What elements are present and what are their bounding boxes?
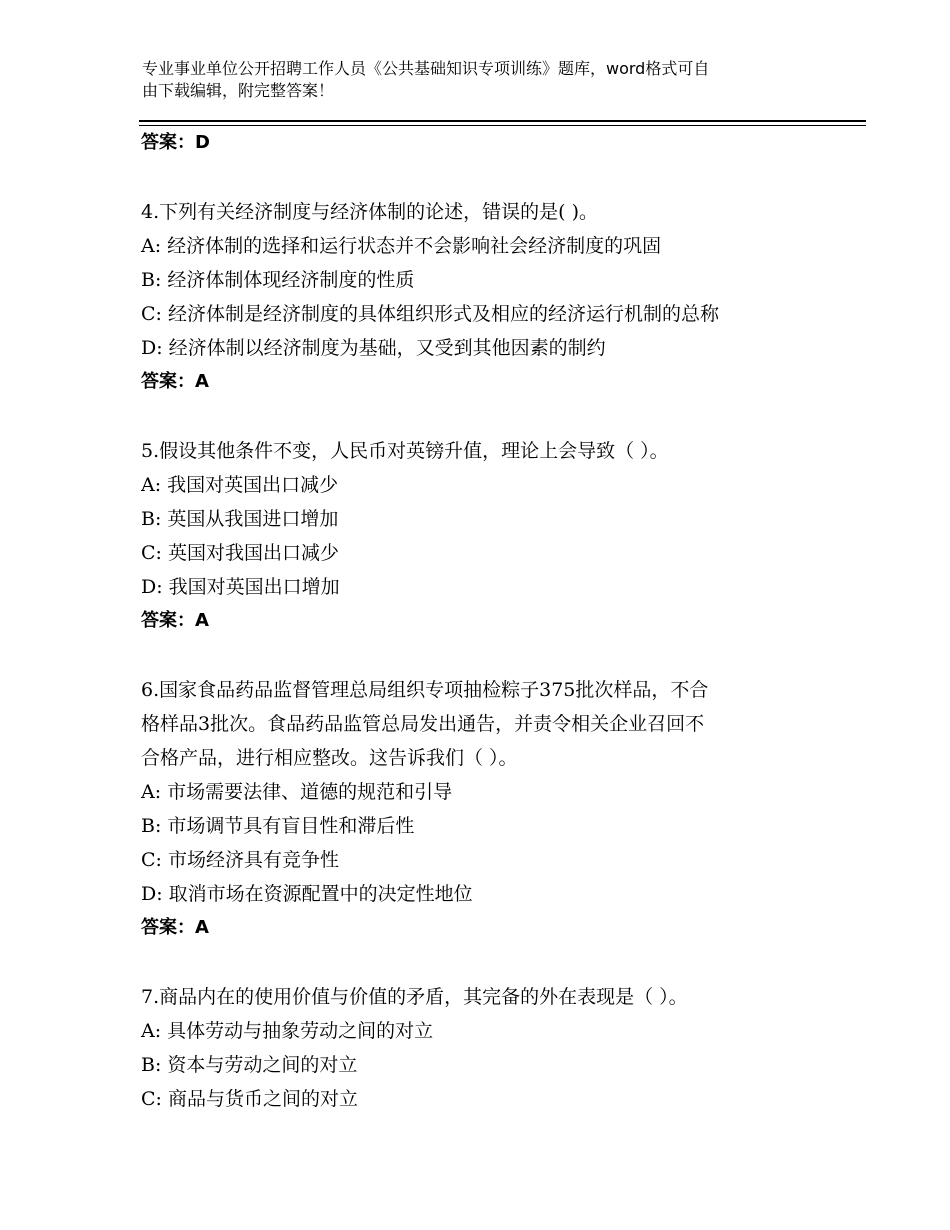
- option-d: D: 经济体制以经济制度为基础，又受到其他因素的制约: [141, 337, 606, 359]
- option-a: A: 市场需要法律、道德的规范和引导: [141, 781, 453, 803]
- option-b: B: 市场调节具有盲目性和滞后性: [141, 815, 415, 837]
- answer: 答案：A: [141, 610, 209, 631]
- question-stem: 7.商品内在的使用价值与价值的矛盾，其完备的外在表现是（ ）。: [141, 986, 688, 1008]
- option-a: A: 具体劳动与抽象劳动之间的对立: [141, 1020, 434, 1042]
- option-b: B: 经济体制体现经济制度的性质: [141, 269, 415, 291]
- question-stem: 5.假设其他条件不变，人民币对英镑升值，理论上会导致（ ）。: [141, 440, 669, 462]
- option-c: C: 经济体制是经济制度的具体组织形式及相应的经济运行机制的总称: [141, 303, 719, 325]
- header-rule-thick: [139, 120, 866, 122]
- answer-q3: 答案：D: [141, 132, 210, 153]
- option-a: A: 经济体制的选择和运行状态并不会影响社会经济制度的巩固: [141, 235, 662, 257]
- answer: 答案：A: [141, 371, 209, 392]
- question-stem: 4.下列有关经济制度与经济体制的论述，错误的是( )。: [141, 201, 598, 223]
- option-d: D: 我国对英国出口增加: [141, 576, 340, 598]
- option-b: B: 资本与劳动之间的对立: [141, 1054, 358, 1076]
- option-a: A: 我国对英国出口减少: [141, 474, 339, 496]
- option-c: C: 商品与货币之间的对立: [141, 1088, 358, 1110]
- question-stem-line-1: 6.国家食品药品监督管理总局组织专项抽检粽子375批次样品，不合: [141, 679, 709, 701]
- header-rule-thin: [139, 125, 866, 126]
- document-header: [142, 58, 812, 102]
- option-b: B: 英国从我国进口增加: [141, 508, 339, 530]
- option-c: C: 市场经济具有竞争性: [141, 849, 339, 871]
- option-d: D: 取消市场在资源配置中的决定性地位: [141, 883, 473, 905]
- answer: 答案：A: [141, 917, 209, 938]
- option-c: C: 英国对我国出口减少: [141, 542, 339, 564]
- question-stem-line-2: 格样品3批次。食品药品监管总局发出通告，并责令相关企业召回不: [141, 713, 705, 735]
- header-line-2: 由下载编辑，附完整答案！: [142, 81, 335, 100]
- header-line-1: 专业事业单位公开招聘工作人员《公共基础知识专项训练》题库，word格式可自: [142, 59, 710, 78]
- question-stem-line-3: 合格产品，进行相应整改。这告诉我们（ ）。: [141, 747, 518, 769]
